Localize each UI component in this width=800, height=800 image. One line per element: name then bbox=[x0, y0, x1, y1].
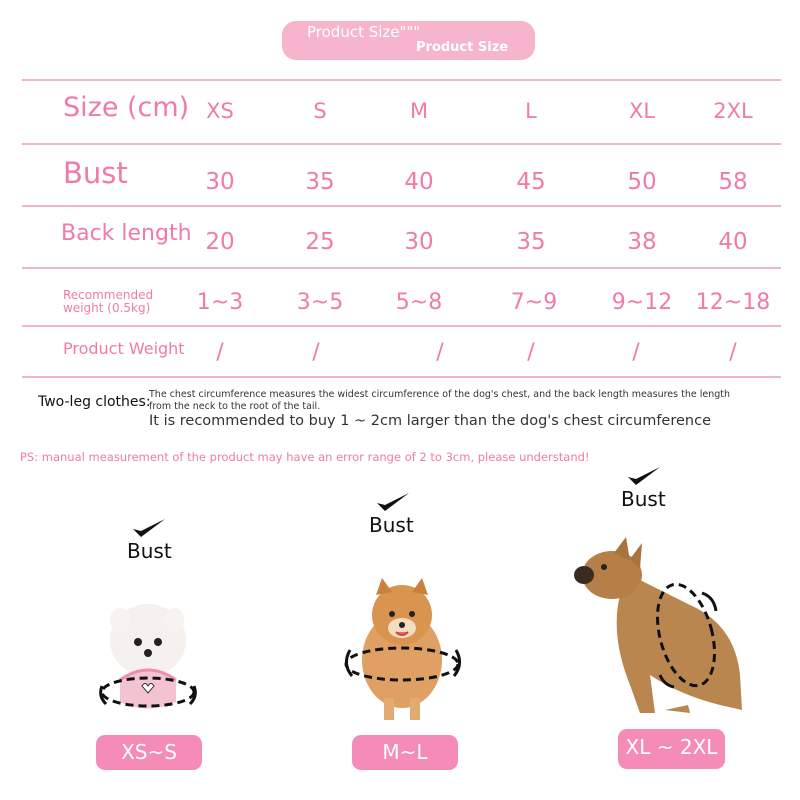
garment-type-label: Two-leg clothes: bbox=[38, 394, 151, 410]
bust-label: Bust bbox=[127, 539, 172, 563]
table-cell: 1~3 bbox=[196, 290, 244, 315]
table-cell: 35 bbox=[305, 169, 335, 195]
table-cell: 30 bbox=[205, 169, 235, 195]
size-badge: XS~S bbox=[96, 735, 202, 770]
table-cell: / bbox=[729, 340, 737, 365]
table-divider bbox=[22, 376, 781, 378]
table-cell: 12~18 bbox=[695, 290, 771, 315]
table-cell: / bbox=[527, 340, 535, 365]
table-cell: 40 bbox=[404, 169, 434, 195]
table-cell: 20 bbox=[205, 229, 235, 255]
table-cell: 3~5 bbox=[296, 290, 344, 315]
size-column-header: M bbox=[409, 99, 429, 123]
table-cell: / bbox=[436, 340, 444, 365]
table-cell: 45 bbox=[516, 169, 546, 195]
table-cell: 25 bbox=[305, 229, 335, 255]
table-cell: / bbox=[312, 340, 320, 365]
table-divider bbox=[22, 325, 781, 327]
table-cell: 50 bbox=[627, 169, 657, 195]
table-divider bbox=[22, 267, 781, 269]
bust-label: Bust bbox=[369, 513, 414, 537]
pomeranian-orange-icon bbox=[340, 570, 465, 730]
table-divider bbox=[22, 79, 781, 81]
ps-note: PS: manual measurement of the product may have an error range of 2 to 3cm, please understand! bbox=[20, 450, 590, 464]
table-divider bbox=[22, 143, 781, 145]
measurement-note-line2: from the neck to the root of the tail. bbox=[149, 401, 321, 412]
table-divider bbox=[22, 205, 781, 207]
checkmark-icon bbox=[131, 517, 167, 539]
table-cell: 30 bbox=[404, 229, 434, 255]
size-badge: M~L bbox=[352, 735, 458, 770]
size-badge: XL ~ 2XL bbox=[618, 729, 725, 769]
page-title: Product Size""" bbox=[307, 23, 421, 41]
table-cell: / bbox=[216, 340, 224, 365]
size-column-header: S bbox=[313, 99, 327, 123]
recommendation-note: It is recommended to buy 1 ~ 2cm larger than the dog's chest circumference bbox=[149, 413, 711, 429]
table-cell: / bbox=[632, 340, 640, 365]
checkmark-icon bbox=[375, 491, 411, 513]
row-label-recommended-weight: Recommended weight (0.5kg) bbox=[63, 288, 154, 315]
row-label-product-weight: Product Weight bbox=[63, 339, 185, 358]
table-cell: 40 bbox=[718, 229, 748, 255]
size-header-label: Size (cm) bbox=[63, 92, 190, 123]
table-cell: 7~9 bbox=[510, 290, 558, 315]
pomeranian-white-icon bbox=[90, 590, 200, 720]
page-subtitle: Product Size bbox=[416, 40, 509, 55]
table-cell: 38 bbox=[627, 229, 657, 255]
french-bulldog-icon bbox=[570, 535, 750, 720]
row-label-back-length: Back length bbox=[61, 221, 192, 246]
size-column-header: L bbox=[525, 99, 537, 123]
table-cell: 35 bbox=[516, 229, 546, 255]
checkmark-icon bbox=[626, 465, 662, 487]
table-cell: 58 bbox=[718, 169, 748, 195]
size-column-header: XL bbox=[628, 99, 656, 123]
size-column-header: 2XL bbox=[713, 99, 753, 123]
table-cell: 9~12 bbox=[611, 290, 673, 315]
measurement-note-line1: The chest circumference measures the widest circumference of the dog's chest, and the back length measures the length bbox=[149, 389, 730, 400]
row-label-bust: Bust bbox=[63, 156, 128, 190]
bust-label: Bust bbox=[621, 487, 666, 511]
size-column-header: XS bbox=[206, 99, 234, 123]
table-cell: 5~8 bbox=[395, 290, 443, 315]
